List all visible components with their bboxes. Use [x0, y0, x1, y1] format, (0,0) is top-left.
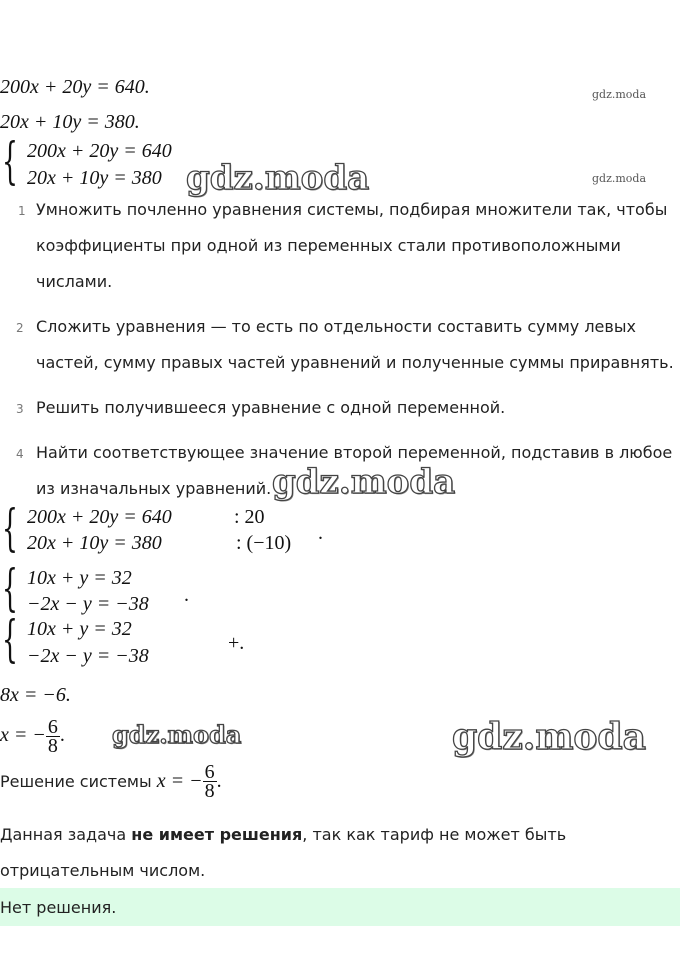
step-2-line-1: Сложить уравнения — то есть по отдельности составить сумму левых	[36, 317, 636, 336]
step-number-4: 4	[16, 447, 24, 461]
system-3-brace: {	[2, 559, 18, 617]
solution-line	[0, 763, 222, 800]
system-2-op-b: : (−10)	[236, 532, 292, 554]
equation-4-numerator: 6	[47, 716, 58, 738]
solution-numerator: 6	[204, 761, 215, 783]
system-1-eq-a: 200x + 20y = 640	[27, 140, 172, 162]
step-number-1: 1	[18, 204, 26, 218]
system-3-tail: .	[184, 584, 189, 606]
answer-box	[0, 888, 680, 926]
conclusion-bold: не имеет решения	[131, 825, 303, 844]
solution-denominator: 8	[204, 780, 215, 802]
step-number-2: 2	[16, 321, 24, 335]
system-4-brace: {	[2, 610, 18, 668]
system-4-eq-a: 10x + y = 32	[27, 618, 132, 640]
equation-1: 200x + 20y = 640.	[0, 76, 150, 98]
system-4-eq-b: −2x − y = −38	[27, 645, 149, 667]
system-2-eq-a: 200x + 20y = 640	[27, 506, 172, 528]
solution-prefix: Решение системы	[0, 772, 157, 791]
conclusion-before: Данная задача	[0, 825, 132, 844]
solution-tail: .	[216, 770, 222, 792]
system-3-eq-a: 10x + y = 32	[27, 567, 132, 589]
step-1-line-2: коэффициенты при одной из переменных стали противоположными	[36, 236, 621, 255]
answer-text: Нет решения.	[0, 898, 117, 917]
solution-fraction	[203, 763, 217, 800]
system-1-brace: {	[2, 132, 18, 190]
watermark-large-4: gdz.moda	[452, 716, 646, 758]
solution-lhs: x = −	[156, 770, 203, 792]
step-3-line-1: Решить получившееся уравнение с одной переменной.	[36, 398, 506, 417]
step-4-line-2: из изначальных уравнений.	[36, 479, 272, 498]
equation-4-fraction	[46, 718, 60, 755]
system-2-op-a: : 20	[234, 506, 265, 528]
step-2-line-2: частей, сумму правых частей уравнений и полученные суммы приравнять.	[36, 353, 674, 372]
equation-2: 20x + 10y = 380.	[0, 111, 140, 133]
watermark-large-2: gdz.moda	[272, 462, 456, 502]
equation-4-denominator: 8	[47, 735, 58, 757]
equation-3: 8x = −6.	[0, 684, 71, 706]
system-2-brace: {	[2, 499, 18, 557]
system-4-tail: +.	[228, 632, 245, 654]
equation-4	[0, 718, 65, 755]
watermark-small-1: gdz.moda	[592, 88, 647, 101]
step-number-3: 3	[16, 402, 24, 416]
conclusion-after: , так как тариф не может быть	[302, 825, 567, 844]
step-4-line-1: Найти соответствующее значение второй переменной, подставив в любое	[36, 443, 673, 462]
equation-4-tail: .	[59, 724, 65, 747]
watermark-large-1: gdz.moda	[186, 158, 370, 198]
step-1-line-1: Умножить почленно уравнения системы, подбирая множители так, чтобы	[36, 200, 668, 219]
system-2-eq-b: 20x + 10y = 380	[27, 532, 162, 554]
conclusion-line-2: отрицательным числом.	[0, 861, 206, 880]
conclusion-line-1	[0, 825, 566, 844]
system-1-eq-b: 20x + 10y = 380	[27, 167, 162, 189]
system-3-eq-b: −2x − y = −38	[27, 593, 149, 615]
equation-4-lhs: x = −	[0, 724, 46, 747]
system-2-tail: .	[318, 522, 323, 544]
step-1-line-3: числами.	[36, 272, 113, 291]
watermark-small-2: gdz.moda	[592, 172, 647, 185]
watermark-large-3: gdz.moda	[112, 720, 242, 749]
